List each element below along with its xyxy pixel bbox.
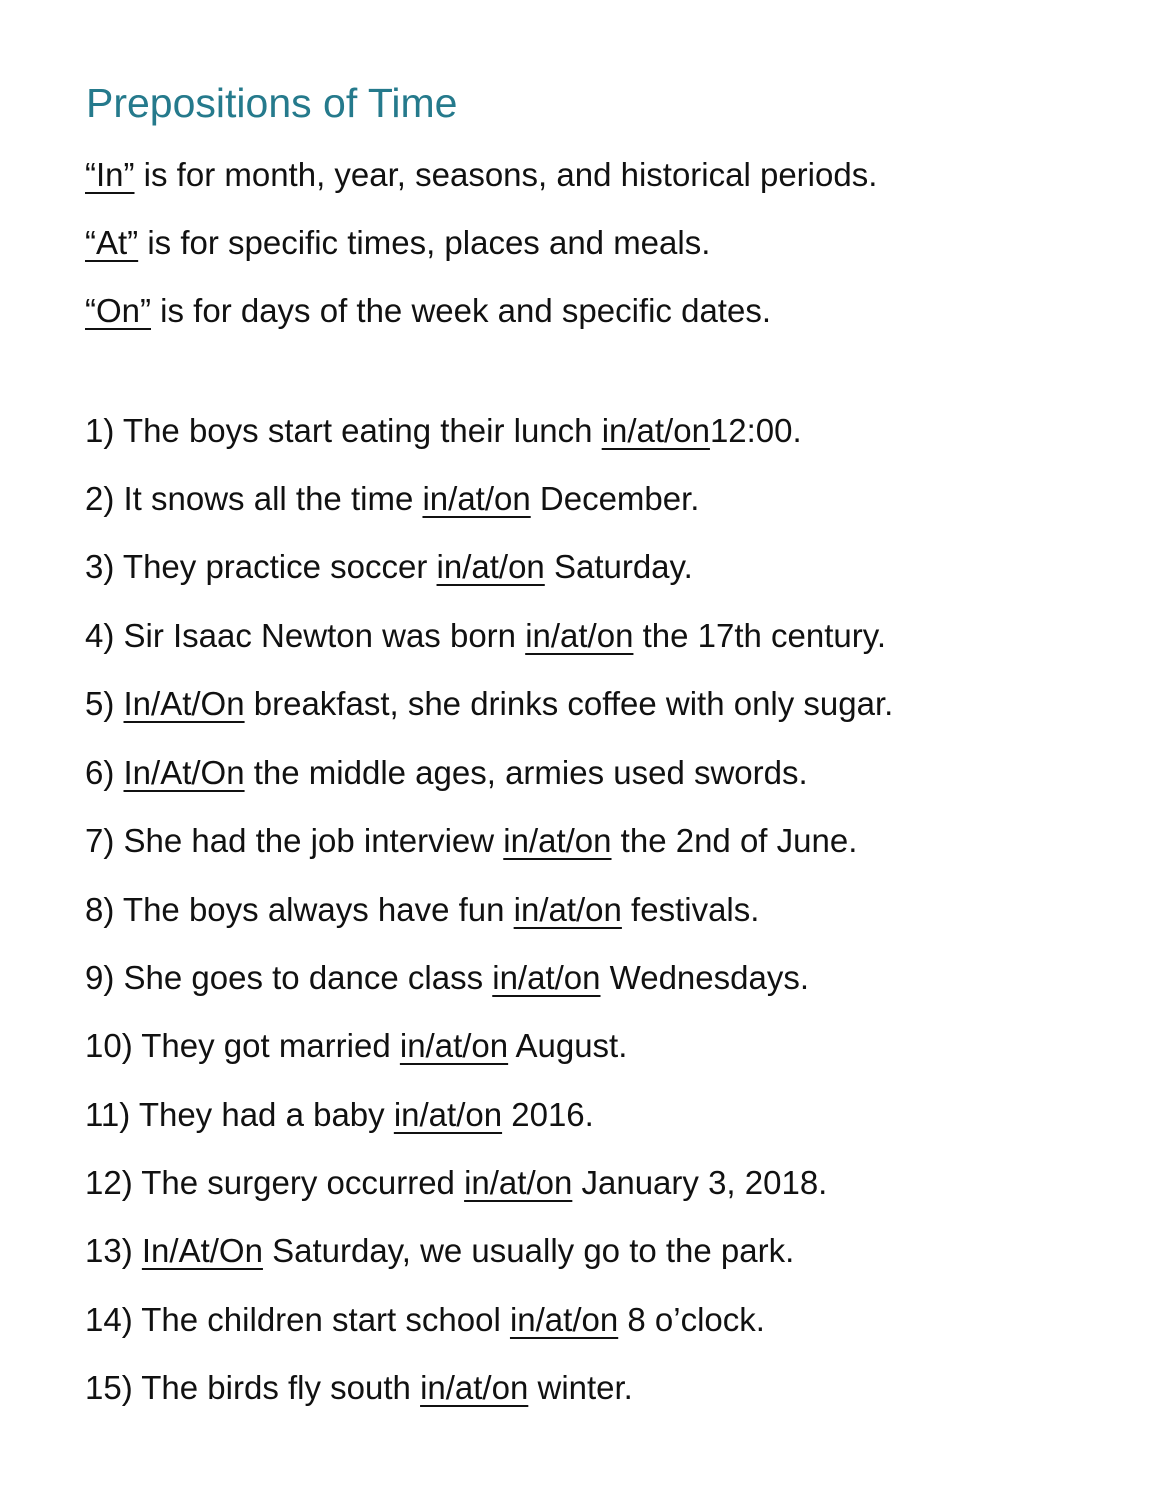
rule-description: is for specific times, places and meals. bbox=[138, 224, 711, 261]
rule-in bbox=[85, 155, 877, 195]
question-1 bbox=[85, 411, 802, 451]
rule-description: is for month, year, seasons, and historical periods. bbox=[134, 156, 878, 193]
rule-keyword: “In” bbox=[85, 156, 135, 193]
question-12 bbox=[85, 1163, 827, 1203]
rule-keyword: “On” bbox=[85, 292, 151, 329]
question-prefix: 12) The surgery occurred bbox=[85, 1164, 465, 1201]
question-prefix: 3) They practice soccer bbox=[85, 548, 437, 585]
question-prefix: 5) bbox=[85, 685, 124, 722]
question-prefix: 14) The children start school bbox=[85, 1301, 510, 1338]
question-8 bbox=[85, 890, 759, 930]
question-suffix: the 2nd of June. bbox=[611, 822, 858, 859]
answer-blank: in/at/on bbox=[513, 891, 622, 928]
question-suffix: August. bbox=[508, 1027, 628, 1064]
answer-blank: in/at/on bbox=[492, 959, 601, 996]
answer-blank: in/at/on bbox=[503, 822, 612, 859]
question-suffix: festivals. bbox=[621, 891, 760, 928]
question-6 bbox=[85, 753, 808, 793]
question-suffix: Saturday. bbox=[544, 548, 693, 585]
question-suffix: winter. bbox=[528, 1369, 633, 1406]
question-4 bbox=[85, 616, 886, 656]
question-11 bbox=[85, 1095, 594, 1135]
question-prefix: 13) bbox=[85, 1232, 142, 1269]
question-prefix: 11) They had a baby bbox=[85, 1096, 394, 1133]
question-suffix: Saturday, we usually go to the park. bbox=[262, 1232, 795, 1269]
question-13 bbox=[85, 1231, 794, 1271]
question-7 bbox=[85, 821, 857, 861]
answer-blank: in/at/on bbox=[420, 1369, 529, 1406]
question-suffix: 8 o’clock. bbox=[618, 1301, 765, 1338]
question-9 bbox=[85, 958, 809, 998]
question-prefix: 4) Sir Isaac Newton was born bbox=[85, 617, 526, 654]
question-suffix: December. bbox=[530, 480, 700, 517]
answer-blank: in/at/on bbox=[436, 548, 545, 585]
page-title: Prepositions of Time bbox=[86, 80, 458, 126]
question-prefix: 9) She goes to dance class bbox=[85, 959, 493, 996]
answer-blank: in/at/on bbox=[509, 1301, 619, 1338]
answer-blank: in/at/on bbox=[393, 1096, 503, 1133]
question-3 bbox=[85, 547, 693, 587]
answer-blank: in/at/on bbox=[464, 1164, 573, 1201]
answer-blank: In/At/On bbox=[141, 1232, 263, 1269]
question-14 bbox=[85, 1300, 765, 1340]
answer-blank: In/At/On bbox=[123, 685, 245, 722]
question-prefix: 6) bbox=[85, 754, 124, 791]
question-suffix: January 3, 2018. bbox=[572, 1164, 828, 1201]
question-prefix: 15) The birds fly south bbox=[85, 1369, 421, 1406]
question-suffix: the 17th century. bbox=[633, 617, 886, 654]
question-suffix: 12:00. bbox=[709, 412, 802, 449]
question-prefix: 1) The boys start eating their lunch bbox=[85, 412, 602, 449]
question-suffix: breakfast, she drinks coffee with only sugar. bbox=[244, 685, 894, 722]
answer-blank: in/at/on bbox=[399, 1027, 509, 1064]
answer-blank: In/At/On bbox=[123, 754, 245, 791]
question-2 bbox=[85, 479, 699, 519]
question-suffix: 2016. bbox=[502, 1096, 594, 1133]
rule-keyword: “At” bbox=[85, 224, 139, 261]
question-prefix: 2) It snows all the time bbox=[85, 480, 423, 517]
question-10 bbox=[85, 1026, 627, 1066]
rule-on bbox=[85, 291, 771, 331]
answer-blank: in/at/on bbox=[525, 617, 634, 654]
question-prefix: 8) The boys always have fun bbox=[85, 891, 514, 928]
question-15 bbox=[85, 1368, 633, 1408]
question-5 bbox=[85, 684, 893, 724]
answer-blank: in/at/on bbox=[601, 412, 710, 449]
question-suffix: the middle ages, armies used swords. bbox=[244, 754, 808, 791]
question-prefix: 10) They got married bbox=[85, 1027, 400, 1064]
rule-description: is for days of the week and specific dates. bbox=[151, 292, 771, 329]
answer-blank: in/at/on bbox=[422, 480, 531, 517]
question-prefix: 7) She had the job interview bbox=[85, 822, 504, 859]
rule-at bbox=[85, 223, 710, 263]
question-suffix: Wednesdays. bbox=[600, 959, 810, 996]
